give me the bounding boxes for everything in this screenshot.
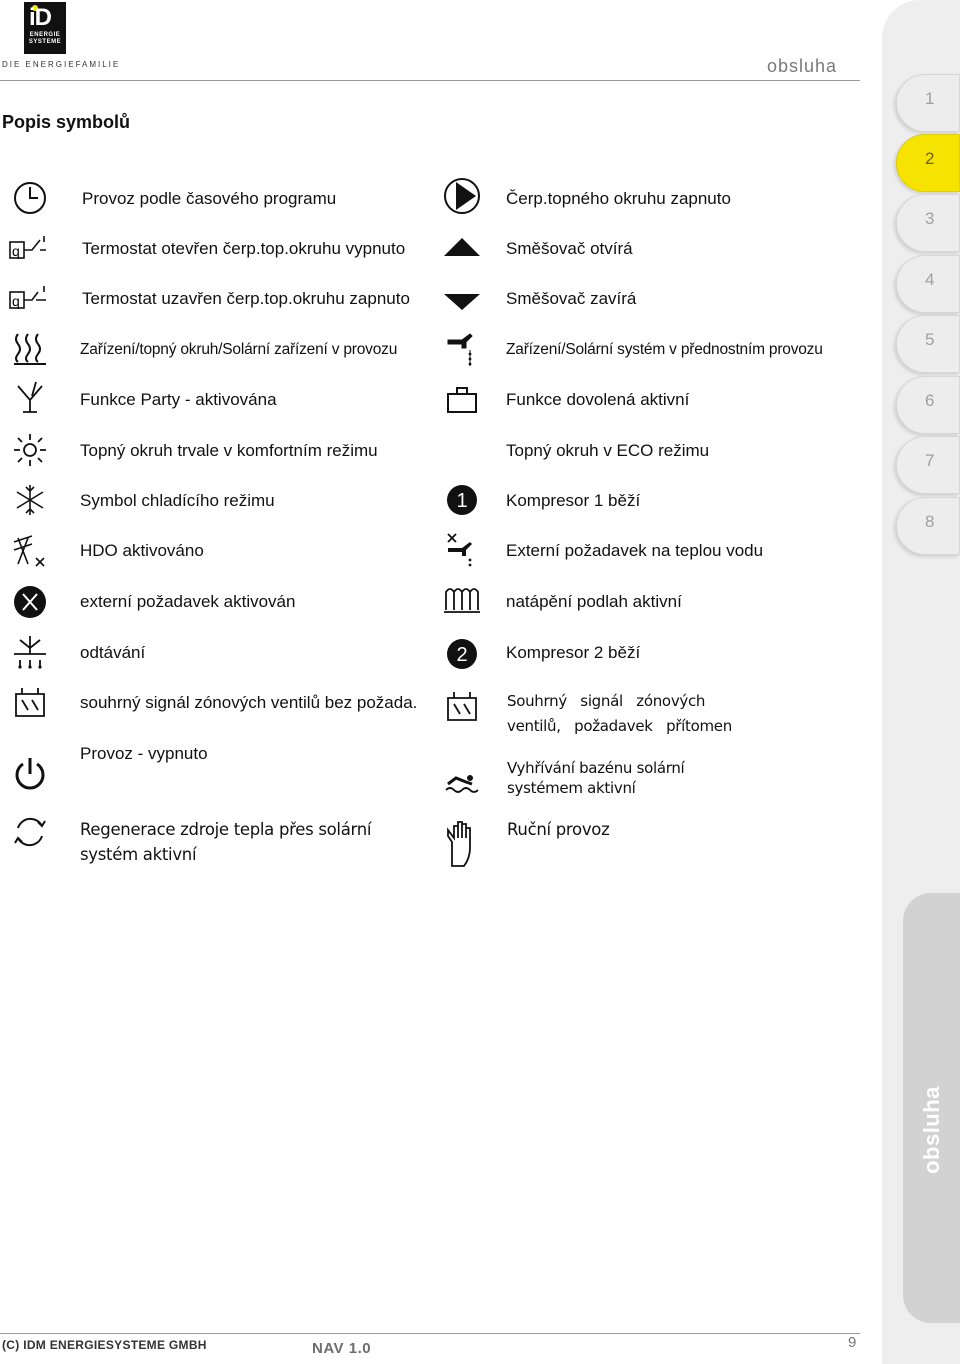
left-symbol-label: Termostat uzavřen čerp.top.okruhu zapnuto — [82, 289, 410, 308]
external-x-icon — [10, 582, 50, 622]
pool-icon — [442, 762, 482, 802]
chapter-tab-3[interactable] — [896, 194, 960, 252]
chapter-tab-7[interactable] — [896, 436, 960, 494]
chapter-tab-1[interactable] — [896, 74, 960, 132]
snowflake-icon — [10, 480, 50, 520]
regeneration-icon — [10, 812, 50, 852]
right-symbol-label: Ruční provoz — [507, 820, 610, 839]
chapter-tab-label: 3 — [925, 209, 935, 228]
sidebar-vertical-label: obsluha — [919, 1086, 944, 1174]
right-symbol-label: natápění podlah aktivní — [506, 592, 682, 611]
logo-mark: iD — [29, 4, 51, 31]
page-number: 9 — [848, 1334, 857, 1351]
version-label: NAV 1.0 — [312, 1340, 372, 1357]
page-title: Popis symbolů — [2, 112, 131, 132]
chapter-tab-label: 1 — [925, 89, 935, 108]
copyright-text: (C) IDM ENERGIESYSTEME GMBH — [2, 1338, 207, 1352]
svg-text:2: 2 — [456, 644, 468, 666]
moon-icon — [442, 430, 482, 470]
section-title: obsluha — [766, 56, 837, 76]
right-symbol-label: Funkce dovolená aktivní — [506, 390, 690, 409]
hdo-mast-icon — [10, 530, 50, 570]
mixer-close-icon — [442, 280, 482, 320]
zone-valve-icon — [10, 684, 50, 724]
right-symbol-label: Topný okruh v ECO režimu — [506, 441, 710, 460]
right-symbol-label: Kompresor 1 běží — [506, 491, 641, 510]
chapter-tab-8[interactable] — [896, 497, 960, 555]
right-symbol-label: Směšovač otvírá — [506, 239, 633, 258]
chapter-tab-label: 7 — [925, 451, 935, 470]
chapter-tab-2[interactable] — [896, 134, 960, 192]
pump-icon — [442, 176, 482, 216]
logo-subtitle: ENERGIE SYSTEME — [28, 32, 62, 45]
left-symbol-label: HDO aktivováno — [80, 541, 204, 560]
chapter-tab-label: 8 — [925, 512, 935, 531]
hand-icon — [442, 818, 482, 868]
suitcase-icon — [442, 380, 482, 420]
clock-icon — [10, 178, 50, 218]
left-symbol-label: odtávání — [80, 643, 146, 662]
floor-heating-icon — [442, 582, 482, 622]
left-symbol-label: Funkce Party - aktivována — [80, 390, 277, 409]
chapter-tab-6[interactable] — [896, 376, 960, 434]
right-symbol-label: Externí požadavek na teplou vodu — [506, 541, 764, 560]
footer-divider — [0, 1333, 860, 1334]
chapter-tab-4[interactable] — [896, 255, 960, 313]
chapter-tab-label: 5 — [925, 330, 935, 349]
left-symbol-label: Provoz podle časového programu — [82, 189, 337, 208]
header-divider — [0, 80, 860, 81]
left-symbol-label: Zařízení/topný okruh/Solární zařízení v provozu — [80, 341, 398, 358]
thermostat-closed-icon — [8, 278, 48, 318]
tap-priority-icon — [442, 328, 482, 368]
left-symbol-label: externí požadavek aktivován — [80, 592, 296, 611]
left-symbol-label: Topný okruh trvale v komfortním režimu — [80, 441, 378, 460]
brand-tagline: DIE ENERGIEFAMILIE — [2, 60, 121, 69]
svg-text:q: q — [12, 243, 20, 259]
chapter-tab-label: 2 — [925, 149, 935, 168]
left-symbol-label: Termostat otevřen čerp.top.okruhu vypnuto — [82, 239, 406, 258]
right-symbol-label: Zařízení/Solární systém v přednostním provozu — [506, 341, 823, 358]
compressor-2-icon — [442, 632, 482, 672]
left-symbol-label: souhrný signál zónových ventilů bez požada. — [80, 693, 418, 712]
chapter-tab-label: 6 — [925, 391, 935, 410]
left-symbol-label: Provoz - vypnuto — [80, 744, 208, 763]
party-glass-icon — [10, 378, 50, 418]
power-off-icon — [10, 754, 50, 794]
right-symbol-label: Směšovač zavírá — [506, 289, 637, 308]
defrost-icon — [10, 632, 50, 672]
heating-waves-icon — [10, 328, 50, 368]
chapter-tab-label: 4 — [925, 270, 935, 289]
left-symbol-label: Symbol chladícího režimu — [80, 491, 275, 510]
chapter-tab-5[interactable] — [896, 315, 960, 373]
right-symbol-label: Souhrný signál zónových ventilů, požadavek přítomen — [507, 692, 732, 735]
right-symbol-label: Čerp.topného okruhu zapnuto — [506, 189, 731, 208]
right-symbol-label: Kompresor 2 běží — [506, 643, 641, 662]
svg-text:1: 1 — [456, 490, 468, 512]
compressor-1-icon — [442, 480, 482, 520]
thermostat-open-icon — [8, 228, 48, 268]
mixer-open-icon — [442, 228, 482, 268]
svg-text:q: q — [12, 293, 20, 309]
sun-icon — [10, 430, 50, 470]
right-symbol-label: Vyhřívání bazénu solární systémem aktivní — [507, 759, 685, 797]
tap-external-icon — [442, 530, 482, 570]
left-symbol-label: Regenerace zdroje tepla přes solární systém aktivní — [80, 820, 372, 864]
zone-valve-request-icon — [442, 688, 482, 728]
company-logo — [24, 2, 66, 54]
